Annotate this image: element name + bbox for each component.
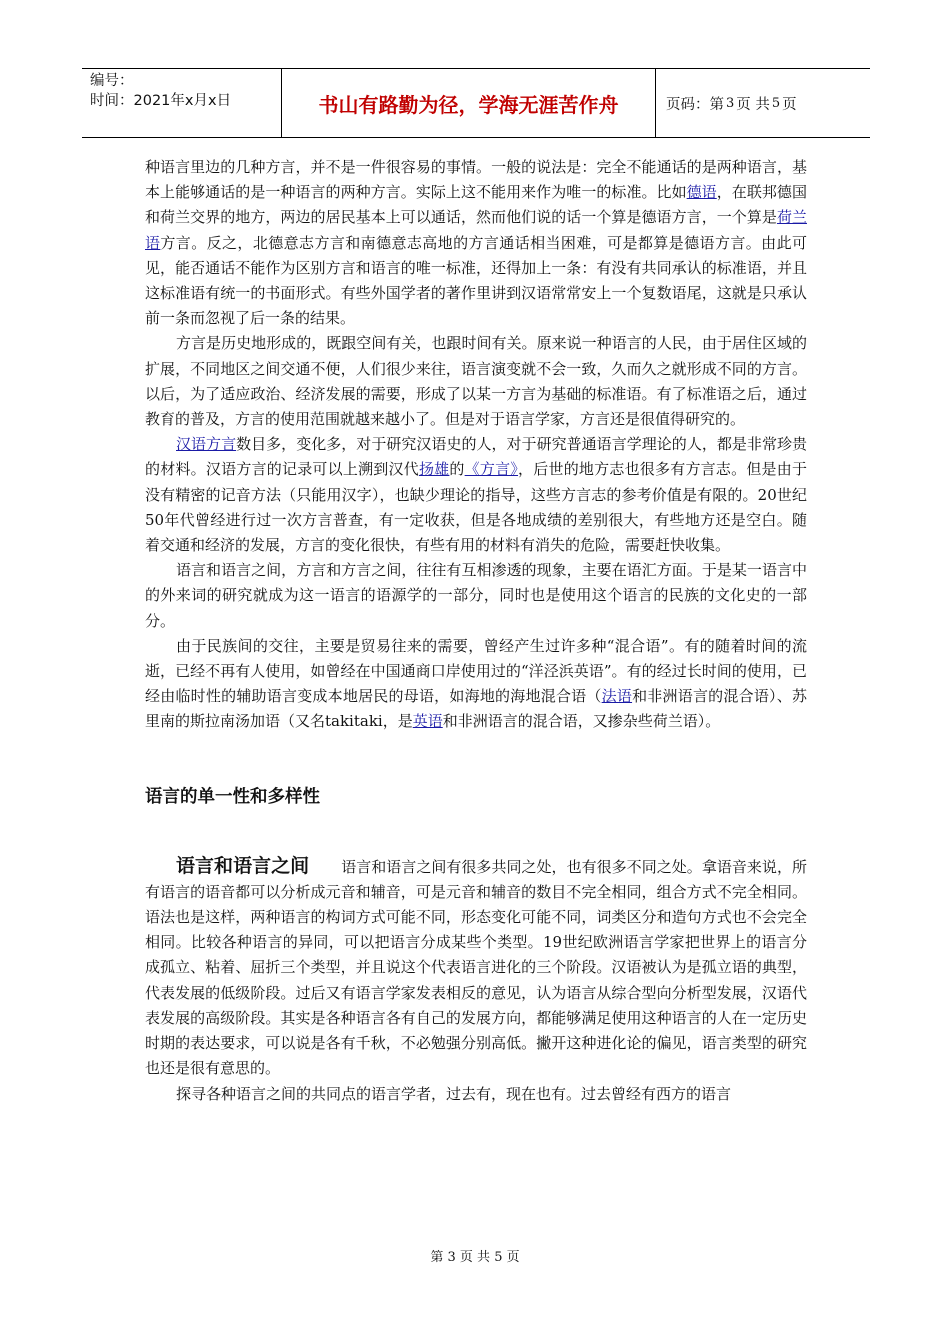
page-mid: 页 共 [736,96,770,113]
paragraph-3 [145,432,807,558]
page-header [82,68,870,138]
header-motto: 书山有路勤为径，学海无涯苦作舟 [282,69,656,137]
text: 和非洲语言的混合语）、苏里南的斯拉南汤加语（又名takitaki，是 [145,687,807,731]
text: 数目多，变化多，对于研究汉语史的人，对于研究普通语言学理论的人，都是非常珍贵的材料。汉语方言的记录可以上溯到汉代 [145,435,807,479]
subheading: 语言和语言之间 [176,854,310,877]
paragraph-1 [145,155,807,331]
link-dutch[interactable]: 荷兰语 [145,208,807,252]
link-german[interactable]: 德语 [686,183,717,202]
link-yang-xiong[interactable]: 扬雄 [418,460,450,479]
link-chinese-dialects[interactable]: 汉语方言 [176,435,237,454]
text: 种语言里边的几种方言，并不是一件很容易的事情。一般的说法是：完全不能通话的是两种语言，基本上能够通话的是一种语言的两种方言。实际上这不能用来作为唯一的标准。比如 [145,158,807,202]
text: 和非洲语言的混合语，又掺杂些荷兰语）。 [442,712,721,731]
text: ，在联邦德国和荷兰交界的地方，两边的居民基本上可以通话，然而他们说的话一个算是德语方言，一个算是 [145,183,807,227]
text: 的 [449,460,465,479]
header-meta [82,69,282,137]
paragraph-5 [145,634,807,735]
text: 语言和语言之间有很多共同之处，也有很多不同之处。拿语音来说，所有语言的语音都可以分析成元音和辅音，可是元音和辅音的数目不完全相同，组合方式不完全相同。语法也是这样，两种语言的构词方式可能不同，形态变化可能不同，词类区分和造句方式也不会完全相同。比较各种语言的异同，可以把语言分成某些个类型。19世纪欧洲语言学家把世界上的语言分成孤立、粘着、屈折三个类型，并且说这个代表语言进化的三个阶段。汉语被认为是孤立语的典型，代表发展的低级阶段。过后又有语言学家发表相反的意见，认为语言从综合型向分析型发展，汉语代表发展的高级阶段。其实是各种语言各有自己的发展方向，都能够满足使用这种语言的人在一定历史时期的表达要求，可以说是各有千秋，不必勉强分别高低。撇开这种进化论的偏见，语言类型的研究也还是很有意思的。 [145,857,807,1078]
page-total: 5 [771,95,781,111]
section-title: 语言的单一性和多样性 [145,786,320,807]
text: 由于民族间的交往，主要是贸易往来的需要，曾经产生过许多种“混合语”。有的随着时间的流逝，已经不再有人使用，如曾经在中国通商口岸使用过的“洋泾浜英语”。有的经过长时间的使用，已经由临时性的辅助语言变成本地居民的母语，如海地的海地混合语（ [145,636,807,706]
text: ，后世的地方志也很多有方言志。但是由于没有精密的记音方法（只能用汉字），也缺少理论的指导，这些方言志的参考价值是有限的。20世纪50年代曾经进行过一次方言普查，有一定收获，但是各地成绩的差别很大，有些地方还是空白。随着交通和经济的发展，方言的变化很快，有些有用的材料有消失的危险，需要赶快收集。 [145,460,807,555]
paragraph-7: 探寻各种语言之间的共同点的语言学者，过去有，现在也有。过去曾经有西方的语言 [176,1084,732,1103]
paragraph-2: 方言是历史地形成的，既跟空间有关，也跟时间有关。原来说一种语言的人民，由于居住区域的扩展，不同地区之间交通不便，人们很少来往，语言演变就不会一致，久而久之就形成不同的方言。以后，为了适应政治、经济发展的需要，形成了以某一方言为基础的标准语。有了标准语之后，通过教育的普及，方言的使用范围就越来越小了。但是对于语言学家，方言还是很值得研究的。 [145,334,807,429]
header-page-number [656,69,870,137]
link-english[interactable]: 英语 [412,712,443,731]
link-fangyan-book[interactable]: 《方言》 [464,460,519,479]
document-body [145,155,807,1107]
page-footer: 第 3 页 共 5 页 [430,1250,520,1265]
paragraph-6 [145,854,807,1082]
page-label: 页码：第 [666,96,724,113]
page-end: 页 [782,96,797,113]
link-french[interactable]: 法语 [601,687,633,706]
text: 方言。反之，北德意志方言和南德意志高地的方言通话相当困难，可是都算是德语方言。由此可见，能否通话不能作为区别方言和语言的唯一标准，还得加上一条：有没有共同承认的标准语，并且这标准语有统一的书面形式。有些外国学者的著作里讲到汉语常常安上一个复数语尾，这就是只承认前一条而忽视了后一条的结果。 [145,233,807,328]
paragraph-4: 语言和语言之间，方言和方言之间，往往有互相渗透的现象，主要在语汇方面。于是某一语言中的外来词的研究就成为这一语言的语源学的一部分，同时也是使用这个语言的民族的文化史的一部分。 [145,561,807,630]
page-current: 3 [726,95,735,111]
code-label: 编号： [90,73,134,89]
time-label: 时间：2021年x月x日 [90,93,232,109]
